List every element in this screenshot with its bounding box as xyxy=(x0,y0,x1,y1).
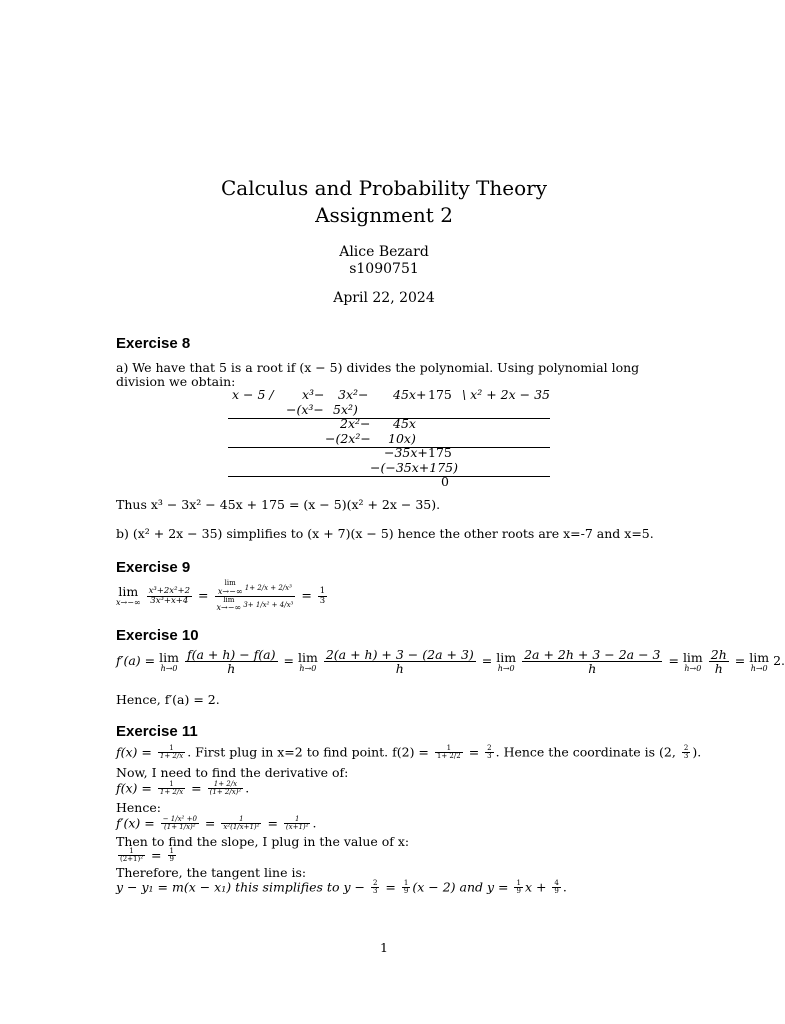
text-segment: (x − 2) and y = xyxy=(412,879,509,895)
final-value: 2. xyxy=(773,653,785,669)
date: April 22, 2024 xyxy=(333,290,435,306)
equals-sign: = xyxy=(151,847,162,863)
lim-operator: lim xyxy=(159,649,179,665)
equals-sign: = xyxy=(204,815,216,831)
text-segment: . Hence the coordinate is (2, xyxy=(495,744,676,760)
fraction-denominator: 9 xyxy=(403,887,409,896)
equals-sign: = xyxy=(734,653,746,669)
fraction-numerator: 1+ 2/x xyxy=(208,781,244,789)
equals-sign: = xyxy=(283,653,294,669)
division-rule xyxy=(228,476,550,477)
fraction-numerator: 1 xyxy=(158,745,185,753)
exercise-8-heading: Exercise 8 xyxy=(116,335,191,352)
fraction-denominator: (1+ 2/x)² xyxy=(209,788,242,797)
exercise-11-line-9: y − y₁ = m(x − x₁) this simplifies to y − $\frac{2}{3}$ = $\frac{1}{9}$ (x − 2) and y = $\frac{1}{9}$ x + $\frac{4}{9}$ . xyxy=(116,879,567,896)
exercise-11-heading: Exercise 11 xyxy=(116,723,198,740)
equals-sign: = xyxy=(385,879,396,895)
lim-subscript: h→0 xyxy=(750,663,768,673)
exercise-10-hence: Hence, f′(a) = 2. xyxy=(116,692,220,707)
lim-operator: lim xyxy=(223,595,235,604)
fraction-numerator: 1 xyxy=(221,816,261,824)
equals-sign: = xyxy=(481,653,493,669)
text-segment: . First plug in x=2 to find point. f(2) = xyxy=(187,744,429,760)
lim-operator: lim xyxy=(297,649,318,665)
author-name: Alice Bezard xyxy=(339,244,429,260)
equals-sign: = xyxy=(267,815,278,831)
fraction-numerator: − 1/x² +0 xyxy=(162,815,197,823)
division-remainder: 0 xyxy=(441,474,449,489)
fraction-numerator: 2h xyxy=(710,647,727,662)
fraction-numerator: 2a + 2h + 3 − 2a − 3 xyxy=(524,647,661,662)
fraction-denominator: 1+ 2/2 xyxy=(436,752,461,761)
fraction-denominator: 3 xyxy=(372,887,378,896)
fraction-denominator: 3+ 1/x² + 4/x³ xyxy=(243,600,294,609)
division-term: 10x) xyxy=(388,431,416,446)
division-rule xyxy=(228,418,550,419)
page-number: 1 xyxy=(380,940,388,955)
fraction-numerator: 1 xyxy=(319,585,326,596)
fraction-numerator: 2 xyxy=(372,879,378,887)
equals-sign: = xyxy=(301,587,312,603)
fraction-denominator: x²(1/x+1)² xyxy=(223,823,260,832)
student-id: s1090751 xyxy=(349,261,419,277)
division-quotient: \ x² + 2x − 35 xyxy=(462,387,550,402)
title-line-1: Calculus and Probability Theory xyxy=(221,176,547,200)
division-term: 45x+ xyxy=(393,387,427,402)
division-term: 5x²) xyxy=(333,402,358,417)
fraction-denominator: h xyxy=(714,661,723,677)
fraction-denominator: (x+1)² xyxy=(285,823,309,832)
lim-subscript: h→0 xyxy=(684,663,702,673)
exercise-11-line-7 xyxy=(116,848,178,864)
fraction-numerator: 1 xyxy=(118,848,145,856)
division-term: −(−35x+175) xyxy=(370,460,458,475)
division-term: x³− xyxy=(302,387,325,402)
fraction-numerator: 1+ 2/x + 2/x³ xyxy=(244,583,292,592)
fraction-denominator: 3 xyxy=(319,595,326,606)
fraction-numerator: 2 xyxy=(683,744,689,752)
function-label: f(x) = xyxy=(116,780,152,796)
exercise-11-line-5: f′(x) = $\frac{\text{− 1/x² +0}}{\text{(1+ 1/x)²}}$ = $\frac{1}{\text{x²(1/x+1)²}}$ = $\frac{1}{\text{(x+1)²}}$ . xyxy=(116,815,317,832)
exercise-10-heading: Exercise 10 xyxy=(116,627,199,644)
exercise-8-conclusion: Thus x³ − 3x² − 45x + 175 = (x − 5)(x² + 2x − 35). xyxy=(116,497,441,512)
derivative-lhs: f′(a) = xyxy=(116,653,156,669)
division-term: −(x³− xyxy=(286,402,324,417)
title-line-2: Assignment 2 xyxy=(315,203,453,227)
exercise-8-intro: a) We have that 5 is a root if (x − 5) divides the polynomial. Using polynomial long division we obtain: xyxy=(116,360,640,389)
fraction-numerator: 2(a + h) + 3 − (2a + 3) xyxy=(325,647,474,662)
exercise-11-line-4: Hence: xyxy=(116,800,161,815)
lim-subscript: x→−∞ xyxy=(216,603,242,613)
exercise-10-equation xyxy=(116,648,785,675)
equals-sign: = xyxy=(468,744,480,760)
exercise-9-heading: Exercise 9 xyxy=(116,559,191,576)
equals-sign: = xyxy=(198,587,209,603)
lim-operator: lim xyxy=(682,649,703,665)
lim-operator: lim xyxy=(224,579,236,587)
division-term: 2x²− xyxy=(340,416,371,431)
lim-subscript: x→−∞ xyxy=(217,586,243,596)
equals-sign: = xyxy=(191,780,202,796)
lim-subscript: h→0 xyxy=(160,663,178,673)
division-term: 175 xyxy=(428,445,452,460)
fraction-numerator: 1 xyxy=(403,879,409,887)
text-segment: y − y₁ = m(x − x₁) this simplifies to y − xyxy=(116,879,365,895)
function-label: f(x) = xyxy=(116,744,152,760)
division-term: 45x xyxy=(393,416,416,431)
exercise-8-part-b: b) (x² + 2x − 35) simplifies to (x + 7)(x − 5) hence the other roots are x=-7 and x=5. xyxy=(116,526,654,541)
fraction-denominator: 1+ 2/x xyxy=(159,788,184,797)
fraction-denominator: h xyxy=(395,661,404,677)
exercise-11-line-6: Then to find the slope, I plug in the value of x: xyxy=(116,834,410,849)
fraction-numerator: 1 xyxy=(435,745,463,753)
exercise-11-line-3: f(x) = $\frac{1}{1+ 2/x}$ = $\frac{1+ 2/x}{\text{(1+ 2/x)²}}$ . xyxy=(116,780,250,797)
fraction-denominator: h xyxy=(227,661,236,677)
exercise-11-line-1 xyxy=(116,745,701,761)
fraction-denominator: (2+1)² xyxy=(120,855,144,864)
lim-subscript: h→0 xyxy=(497,663,515,673)
fraction-denominator: 9 xyxy=(516,887,521,896)
division-term: 3x²− xyxy=(338,387,369,402)
exercise-11-line-8: Therefore, the tangent line is: xyxy=(116,865,307,880)
exercise-9-equation xyxy=(116,580,329,612)
fraction-denominator: 3 xyxy=(683,752,689,761)
fraction-numerator: 1 xyxy=(516,879,521,887)
fraction-denominator: 9 xyxy=(169,855,174,864)
fraction-numerator: x³+2x²+2 xyxy=(148,585,191,596)
long-division-table xyxy=(0,386,768,491)
fraction-denominator: 3x³+x+4 xyxy=(150,595,189,606)
fraction-denominator: 9 xyxy=(554,887,559,896)
lim-subscript: h→0 xyxy=(299,663,317,673)
division-divisor: x − 5 / xyxy=(232,387,274,402)
fraction-numerator: f(a + h) − f(a) xyxy=(186,647,276,662)
lim-operator: lim xyxy=(118,584,139,600)
fraction-numerator: 1 xyxy=(158,781,185,789)
division-term: −(2x²− xyxy=(325,431,371,446)
text-segment: x + xyxy=(524,879,547,895)
fraction-numerator: 2 xyxy=(487,744,492,752)
division-term: 175 xyxy=(428,387,452,402)
fraction-denominator: (1+ 1/x)² xyxy=(164,823,196,832)
equals-sign: = xyxy=(668,653,679,669)
lim-operator: lim xyxy=(496,649,517,665)
exercise-11-line-2: Now, I need to find the derivative of: xyxy=(116,765,349,780)
fraction-numerator: 4 xyxy=(554,879,559,887)
fraction-denominator: 1+ 2/x xyxy=(159,752,184,761)
text-segment: ). xyxy=(692,744,702,760)
division-term: −35x+ xyxy=(384,445,428,460)
fraction-numerator: 1 xyxy=(284,816,311,824)
lim-operator: lim xyxy=(749,649,770,665)
lim-subscript: x→−∞ xyxy=(116,598,141,608)
fraction-numerator: 1 xyxy=(169,847,174,855)
fraction-denominator: 3 xyxy=(487,752,492,761)
fraction-denominator: h xyxy=(588,661,597,677)
derivative-label: f′(x) = xyxy=(116,815,155,831)
